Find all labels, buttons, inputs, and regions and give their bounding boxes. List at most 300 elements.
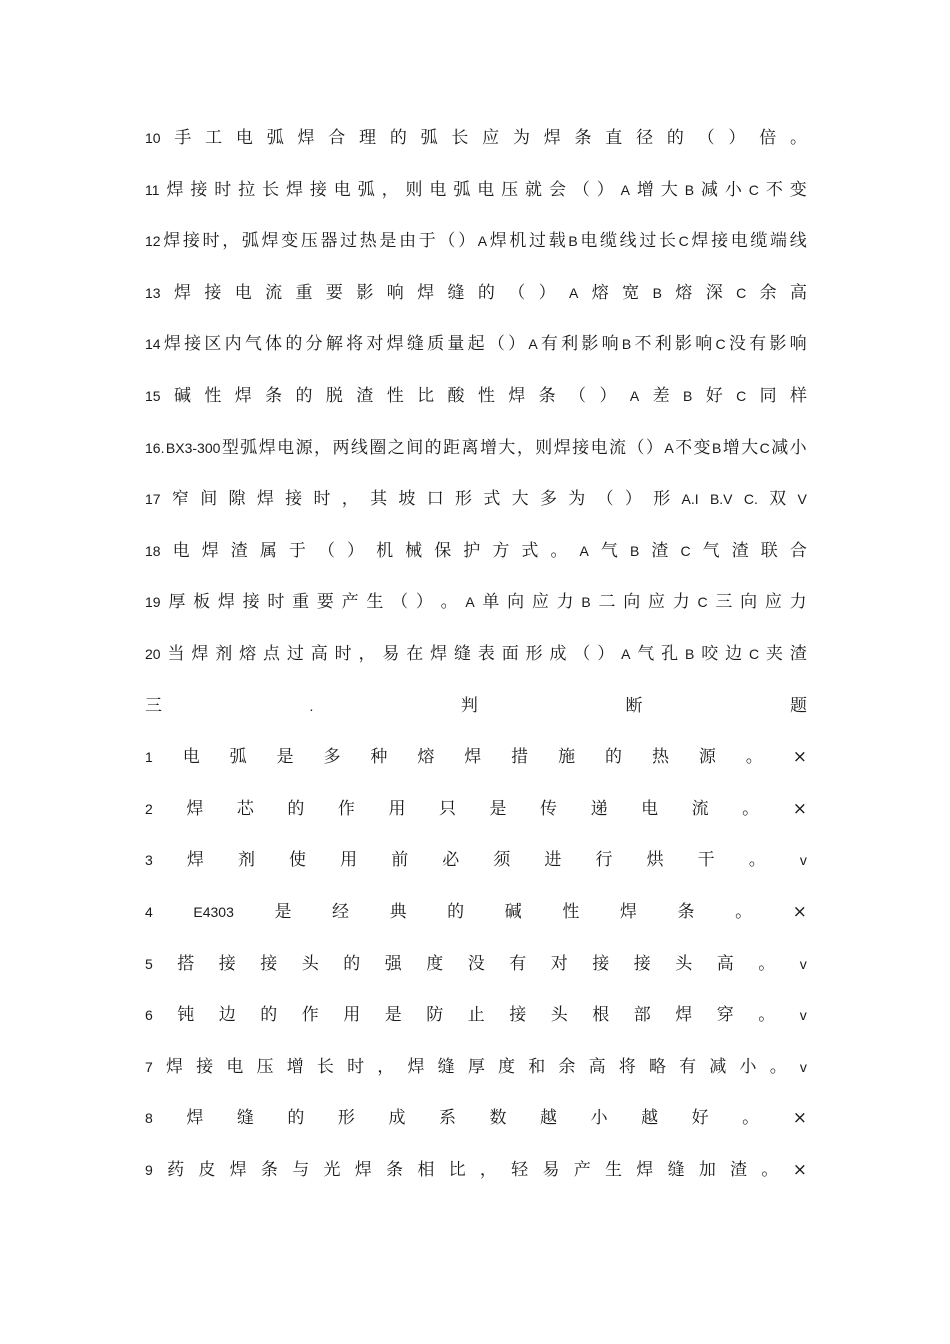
text-line	[145, 1103, 807, 1133]
text-token: 过	[340, 231, 358, 252]
text-token: 厚	[467, 1056, 485, 1077]
text-token: 拉	[238, 179, 256, 200]
text-token: 形	[525, 644, 543, 664]
text-token: 有	[749, 334, 767, 355]
text-token: 属	[259, 540, 277, 561]
text-token: 样	[789, 386, 807, 406]
text-token: 时	[214, 179, 232, 200]
text-token: 轻	[511, 1160, 529, 1180]
text-token: 方	[492, 540, 510, 561]
text-token: C	[736, 388, 747, 404]
text-token: 高	[310, 644, 328, 664]
text-token: （	[697, 128, 715, 148]
text-token: ）	[508, 334, 526, 355]
text-token: 焊	[201, 540, 219, 561]
text-token: 是	[379, 231, 397, 252]
text-token: 深	[705, 282, 723, 303]
text-token: 渣	[230, 540, 248, 561]
text-token: 会	[548, 179, 566, 200]
text-token: 护	[463, 540, 481, 561]
text-token: 弧	[420, 128, 438, 148]
text-token: 和	[528, 1056, 546, 1077]
text-token: 度	[498, 1056, 516, 1077]
text-token: 电	[235, 128, 253, 148]
text-token: 生	[366, 592, 384, 613]
text-token: 应	[648, 592, 666, 613]
text-token: 脱	[325, 386, 343, 406]
text-token: 略	[648, 1056, 666, 1077]
text-token: 影	[581, 334, 599, 355]
text-token: C	[736, 284, 747, 301]
text-token: 时	[334, 644, 352, 664]
line-number: 19	[145, 594, 161, 611]
text-token: 就	[525, 179, 543, 200]
text-token: （	[508, 282, 526, 303]
text-token: 质	[427, 334, 445, 355]
text-token: 式	[521, 540, 539, 561]
text-token: 电	[641, 798, 659, 819]
text-token: 行	[595, 850, 613, 871]
text-token: 只	[438, 798, 456, 819]
text-token: ）	[597, 644, 615, 664]
text-token: 由	[399, 231, 417, 252]
text-token: 。	[745, 747, 763, 768]
text-token: 端	[770, 231, 788, 252]
text-token: 电	[477, 179, 495, 200]
text-token: 离	[461, 437, 479, 458]
text-token: 压	[501, 179, 519, 200]
text-token: 焊	[354, 1160, 372, 1180]
text-token: 形	[653, 489, 671, 510]
text-token: 接	[633, 953, 651, 974]
text-token: 时	[347, 1056, 365, 1077]
text-token: 二	[598, 592, 616, 613]
text-token: （	[572, 179, 590, 200]
text-token: 直	[605, 128, 623, 148]
text-token: 气	[702, 540, 720, 561]
text-token: 接	[509, 1005, 527, 1026]
text-token: 电	[172, 540, 190, 561]
text-token: 渣	[731, 540, 749, 561]
text-token: 面	[501, 644, 519, 664]
text-token: 孔	[661, 644, 679, 664]
text-line	[145, 536, 807, 566]
text-token: 余	[558, 1056, 576, 1077]
text-token: 渣	[651, 540, 669, 561]
text-token: 的	[295, 386, 313, 406]
text-token: 利	[561, 334, 579, 355]
text-token: 响	[601, 334, 619, 355]
text-token: 缝	[667, 1160, 685, 1180]
text-token: 距	[443, 437, 461, 458]
text-token: 电	[277, 437, 295, 458]
text-token: 倍	[759, 128, 777, 148]
text-token: （	[569, 386, 587, 406]
line-number: 3	[145, 852, 153, 869]
text-token: 当	[167, 644, 185, 664]
text-token: 判	[460, 695, 478, 716]
text-token: 穿	[716, 1005, 734, 1026]
text-token: 减	[771, 437, 789, 458]
text-token: 其	[370, 489, 388, 510]
text-token: 电	[429, 179, 447, 200]
text-token: 。	[742, 798, 760, 819]
text-token: 接	[204, 282, 222, 303]
text-token: 缝	[236, 1108, 254, 1129]
text-token: 小	[789, 437, 807, 458]
text-token: 向	[507, 592, 525, 613]
text-token: 边	[725, 644, 743, 664]
text-token: （	[391, 592, 409, 613]
text-token: 隙	[228, 489, 246, 510]
text-token: C	[748, 181, 759, 198]
text-token: 点	[262, 644, 280, 664]
text-token: 宽	[622, 282, 640, 303]
text-token: 搭	[177, 953, 195, 974]
text-token: 电	[333, 179, 351, 200]
text-token: （	[573, 644, 591, 664]
text-token: （	[438, 231, 456, 252]
text-token: 将	[346, 334, 364, 355]
text-token: 电	[234, 282, 252, 303]
text-line	[145, 175, 807, 205]
text-token: 越	[540, 1108, 558, 1129]
text-token: 过	[639, 231, 657, 252]
line-number: 4	[145, 904, 153, 920]
line-number: 20	[145, 646, 161, 662]
text-token: 向	[740, 592, 758, 613]
text-token: v	[799, 1058, 807, 1075]
text-token: 弧	[241, 231, 259, 252]
text-line	[145, 691, 807, 721]
text-token: B	[581, 594, 591, 611]
text-token: 窄	[171, 489, 189, 510]
text-token: 作	[337, 798, 355, 819]
text-token: 高	[588, 1056, 606, 1077]
text-line	[145, 226, 807, 256]
text-token: ×	[792, 1160, 807, 1180]
text-token: 头	[550, 1005, 568, 1026]
text-token: B.V	[709, 491, 733, 508]
text-token: 圈	[369, 437, 387, 458]
line-number: 2	[145, 800, 153, 817]
text-token: A	[579, 542, 589, 559]
text-token: 强	[384, 953, 402, 974]
text-token: 施	[558, 747, 576, 768]
text-token: 增	[286, 1056, 304, 1077]
text-token: 条	[574, 128, 592, 148]
text-token: 条	[260, 1160, 278, 1180]
text-token: 焊	[166, 179, 184, 200]
text-token: ×	[792, 798, 807, 819]
text-token: 坡	[398, 489, 416, 510]
text-token: 比	[448, 1160, 466, 1180]
text-token: 相	[417, 1160, 435, 1180]
text-token: 作	[301, 1005, 319, 1026]
text-token: 多	[539, 489, 557, 510]
text-token: 内	[224, 334, 242, 355]
text-token: 的	[343, 953, 361, 974]
text-token: 渣	[789, 644, 807, 664]
text-token: 之	[387, 437, 405, 458]
text-token: 联	[760, 540, 778, 561]
text-token: 影	[769, 334, 787, 355]
text-token: 手	[174, 128, 192, 148]
text-token: 械	[405, 540, 423, 561]
text-token: 焊	[675, 1005, 693, 1026]
text-token: 部	[633, 1005, 651, 1026]
text-token: 加	[698, 1160, 716, 1180]
text-token: 碱	[173, 386, 191, 406]
text-token: 热	[359, 231, 377, 252]
text-token: v	[799, 1007, 807, 1024]
text-token: 长	[316, 1056, 334, 1077]
text-token: 弧	[266, 128, 284, 148]
text-token: C	[680, 542, 691, 559]
text-line	[145, 381, 807, 411]
text-token: 。	[761, 1160, 779, 1180]
text-token: 小	[739, 1056, 757, 1077]
text-line	[145, 949, 807, 979]
text-token: 于	[288, 540, 306, 561]
text-line	[145, 278, 807, 308]
text-token: 影	[356, 282, 374, 303]
text-token: 焊	[489, 231, 507, 252]
text-token: 大	[660, 179, 678, 200]
line-number: 18	[145, 542, 161, 559]
text-token: 典	[389, 902, 407, 922]
text-token: 的	[287, 1108, 305, 1129]
text-token: 流	[691, 798, 709, 819]
text-token: 缆	[600, 231, 618, 252]
text-token: 型	[221, 437, 239, 458]
text-token: v	[799, 852, 807, 869]
text-token: 易	[382, 644, 400, 664]
text-token: 没	[728, 334, 746, 355]
text-token: 头	[675, 953, 693, 974]
text-token: 生	[605, 1160, 623, 1180]
text-token: 度	[426, 953, 444, 974]
text-token: 焊	[464, 747, 482, 768]
text-token: 的	[287, 798, 305, 819]
text-token: 间	[200, 489, 218, 510]
line-number: 8	[145, 1110, 153, 1127]
text-token: （	[317, 540, 335, 561]
text-token: 数	[489, 1108, 507, 1129]
text-token: 光	[323, 1160, 341, 1180]
text-token: 接	[196, 1056, 214, 1077]
text-token: 时	[202, 231, 220, 252]
text-token: 弧	[240, 437, 258, 458]
text-token: 。	[550, 540, 568, 561]
text-token: 焊	[430, 644, 448, 664]
text-token: 烘	[646, 850, 664, 871]
text-token: ）	[415, 592, 433, 613]
line-number: 6	[145, 1007, 153, 1024]
text-token: .	[309, 697, 314, 714]
text-token: 有	[540, 334, 558, 355]
text-token: 形	[455, 489, 473, 510]
text-line	[145, 1052, 807, 1082]
text-token: 过	[286, 644, 304, 664]
text-token: （	[596, 489, 614, 510]
text-token: 焊	[258, 437, 276, 458]
text-token: 缝	[453, 644, 471, 664]
text-token: 。	[769, 1056, 787, 1077]
text-token: 接	[592, 953, 610, 974]
line-number: 9	[145, 1162, 153, 1178]
text-token: 要	[316, 592, 334, 613]
text-token: 区	[204, 334, 222, 355]
text-token: 时	[313, 489, 331, 510]
text-token: 的	[477, 282, 495, 303]
text-token: 种	[370, 747, 388, 768]
text-token: 大	[498, 437, 516, 458]
text-token: 高	[716, 953, 734, 974]
text-token: 表	[477, 644, 495, 664]
line-number: 7	[145, 1058, 153, 1075]
text-token: 合	[789, 540, 807, 561]
text-token: 的	[424, 437, 442, 458]
text-token: ，	[479, 1160, 497, 1180]
text-token: ，	[358, 644, 376, 664]
text-token: ）	[596, 179, 614, 200]
text-token: 。	[758, 1005, 776, 1026]
text-token: B	[652, 284, 662, 301]
text-token: 单	[482, 592, 500, 613]
text-token: 焊	[191, 644, 209, 664]
line-number: 14	[145, 336, 161, 353]
text-token: （	[487, 334, 505, 355]
text-token: 变	[789, 179, 807, 200]
text-token: 向	[623, 592, 641, 613]
text-token: 是	[384, 1005, 402, 1026]
text-token: 接	[190, 179, 208, 200]
text-token: 的	[447, 902, 465, 922]
text-token: 焊	[261, 231, 279, 252]
text-token: 焊	[619, 902, 637, 922]
text-line	[145, 1000, 807, 1030]
text-token: 与	[292, 1160, 310, 1180]
text-token: 是	[489, 798, 507, 819]
line-number: 10	[145, 130, 161, 146]
text-token: 接	[242, 592, 260, 613]
text-token: A	[528, 336, 538, 353]
text-token: ×	[792, 747, 807, 768]
text-token: 气	[637, 644, 655, 664]
text-token: 性	[204, 386, 222, 406]
text-token: A	[664, 439, 674, 456]
text-token: 的	[389, 128, 407, 148]
text-token: 两	[332, 437, 350, 458]
text-token: 弧	[357, 179, 375, 200]
text-token: ×	[792, 1108, 807, 1129]
text-token: B	[621, 336, 632, 353]
text-token: 。	[748, 850, 766, 871]
text-token: 小	[590, 1108, 608, 1129]
text-token: 前	[391, 850, 409, 871]
text-token: 合	[328, 128, 346, 148]
text-token: 式	[483, 489, 501, 510]
text-token: 进	[544, 850, 562, 871]
text-token: 。	[789, 128, 807, 148]
text-token: ×	[792, 902, 807, 922]
text-token: ）	[645, 437, 663, 458]
text-token: 边	[218, 1005, 236, 1026]
text-token: C	[749, 646, 760, 662]
line-number: 15	[145, 388, 161, 404]
text-token: V	[797, 491, 807, 508]
text-line	[145, 433, 807, 463]
text-token: 三	[715, 592, 733, 613]
text-token: 分	[305, 334, 323, 355]
text-token: 长	[658, 231, 676, 252]
text-token: 压	[300, 231, 318, 252]
text-token: 。	[735, 902, 753, 922]
text-token: 缝	[437, 1056, 455, 1077]
text-token: 电	[182, 747, 200, 768]
text-token: 力	[556, 592, 574, 613]
text-token: 的	[605, 747, 623, 768]
text-token: 不	[634, 334, 652, 355]
text-token: 成	[388, 1108, 406, 1129]
text-token: 长	[262, 179, 280, 200]
text-token: 口	[426, 489, 444, 510]
text-token: 的	[285, 334, 303, 355]
text-token: 重	[295, 282, 313, 303]
text-token: v	[799, 955, 807, 972]
text-token: 递	[590, 798, 608, 819]
text-line	[145, 794, 807, 824]
text-token: 防	[426, 1005, 444, 1026]
text-token: A	[629, 388, 640, 404]
text-token: 体	[265, 334, 283, 355]
text-token: 止	[467, 1005, 485, 1026]
text-token: 缆	[750, 231, 768, 252]
text-token: 要	[325, 282, 343, 303]
text-token: A	[569, 284, 579, 301]
text-token: 对	[366, 334, 384, 355]
text-token: 不	[675, 437, 693, 458]
text-token: 间	[406, 437, 424, 458]
text-token: 剂	[237, 850, 255, 871]
text-token: 接	[218, 953, 236, 974]
text-token: 皮	[198, 1160, 216, 1180]
text-token: ，	[516, 437, 534, 458]
text-token: ）	[728, 128, 746, 148]
text-token: 电	[730, 231, 748, 252]
text-token: 保	[434, 540, 452, 561]
text-token: 响	[789, 334, 807, 355]
text-token: 解	[325, 334, 343, 355]
text-line	[145, 742, 807, 772]
text-token: 产	[341, 592, 359, 613]
line-number: 1	[145, 749, 153, 766]
text-token: B	[629, 542, 640, 559]
text-token: 接	[184, 334, 202, 355]
text-token: （	[627, 437, 645, 458]
text-token: 有	[509, 953, 527, 974]
text-token: 焊	[691, 231, 709, 252]
text-token: 钝	[177, 1005, 195, 1026]
text-token: 好	[705, 386, 723, 406]
text-token: 用	[343, 1005, 361, 1026]
text-token: 响	[695, 334, 713, 355]
text-token: 焊	[186, 1108, 204, 1129]
text-token: 性	[562, 902, 580, 922]
text-token: C	[759, 439, 770, 456]
text-token: 应	[531, 592, 549, 613]
